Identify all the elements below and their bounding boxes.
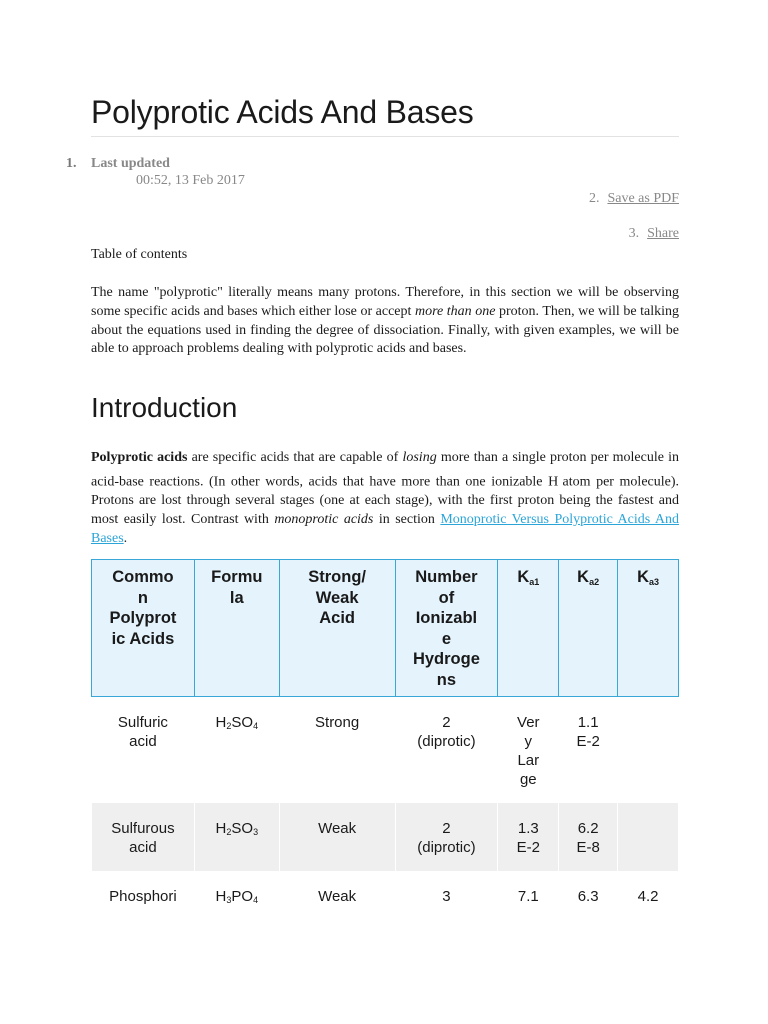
ka3-cell: 4.2	[618, 871, 679, 924]
share-number: 3.	[628, 226, 640, 241]
table-row	[92, 803, 679, 871]
save-as-pdf-link[interactable]: Save as PDF	[607, 191, 679, 206]
header-ka1: $K_{a1}$	[498, 560, 559, 697]
ka1-cell: 1.3 E-2	[498, 803, 559, 871]
header-strong-weak: Strong/ Weak Acid	[279, 560, 395, 697]
para-text-2: more than a single proton per molecule in acid-base reactions. (In other words, acids that have more than one ionizable H	[91, 450, 679, 490]
para-end: .	[123, 530, 128, 546]
header-formula: Formu la	[194, 560, 279, 697]
acid-name-cell: Sulfuric acid	[92, 697, 195, 804]
para-text-1: are specific acids that are capable of	[187, 450, 403, 465]
strength-cell: Weak	[279, 803, 395, 871]
section-heading-introduction: Introduction	[91, 392, 238, 423]
header-common-acids: Commo n Polyprot ic Acids	[92, 560, 195, 697]
acid-name-cell: Sulfurous acid	[92, 803, 195, 871]
formula-cell: $H_2SO_4$	[194, 697, 279, 804]
table-row	[92, 697, 679, 804]
intro-text: The name "polyprotic" literally means many protons. Therefore, in this section we will be observing some specific acids and bases which either lose or accept	[91, 285, 679, 319]
title-divider	[91, 136, 679, 137]
table-of-contents-label: Table of contents	[91, 247, 188, 262]
meta-list-number: 1.	[66, 156, 77, 171]
ka1-cell: Ver y Lar ge	[498, 697, 559, 804]
ionizable-cell: 3	[395, 871, 498, 924]
ka2-cell: 6.2 E-8	[559, 803, 618, 871]
intro-text-end: proton. Then, we will be talking about the equations used in finding the degree of dissociation. Finally, with given examples, we will be able to approach problems dealing with polyprotic acids and bases.	[91, 303, 679, 357]
share-item	[629, 226, 679, 242]
header-ka2: $K_{a2}$	[559, 560, 618, 697]
save-as-pdf-item	[589, 191, 679, 207]
acid-name-cell: Phosphori	[92, 871, 195, 924]
para-text-4: in section	[373, 512, 441, 528]
losing-emphasis: losing	[402, 450, 437, 465]
last-updated-label: Last updated	[91, 156, 170, 171]
header-ionizable: Number of Ionizabl e Hydroge ns	[395, 560, 498, 697]
introduction-paragraph	[91, 449, 679, 549]
ionizable-cell: 2 (diprotic)	[395, 803, 498, 871]
intro-emphasis: more than one	[414, 303, 496, 319]
last-updated-date: 00:52, 13 Feb 2017	[136, 173, 245, 188]
monoprotic-vs-polyprotic-link[interactable]: Monoprotic Versus Polyprotic Acids And Bases	[91, 512, 679, 546]
para-text-3: atom per molecule). Protons are lost through several stages (one at each stage), with the first proton being the fastest and most easily lost. Contrast with	[91, 474, 680, 528]
strength-cell: Weak	[279, 871, 395, 924]
strength-cell: Strong	[279, 697, 395, 804]
formula-cell: $H_3PO_4$	[194, 871, 279, 924]
ka3-cell	[618, 697, 679, 804]
intro-paragraph	[91, 284, 679, 359]
table-header-row	[92, 560, 679, 697]
save-as-pdf-number: 2.	[588, 191, 600, 206]
ka1-cell: 7.1	[498, 871, 559, 924]
page-title: Polyprotic Acids And Bases	[91, 94, 474, 130]
monoprotic-acids-term: monoprotic acids	[274, 512, 374, 528]
ionizable-cell: 2 (diprotic)	[395, 697, 498, 804]
table-row	[92, 871, 679, 924]
ka2-cell: 1.1 E-2	[559, 697, 618, 804]
ka2-cell: 6.3	[559, 871, 618, 924]
polyprotic-acids-term: Polyprotic acids	[91, 450, 188, 465]
formula-cell: $H_2SO_3$	[194, 803, 279, 871]
polyprotic-acids-table	[91, 559, 679, 924]
ka3-cell	[618, 803, 679, 871]
header-ka3: $K_{a3}$	[618, 560, 679, 697]
share-link[interactable]: Share	[647, 226, 679, 241]
